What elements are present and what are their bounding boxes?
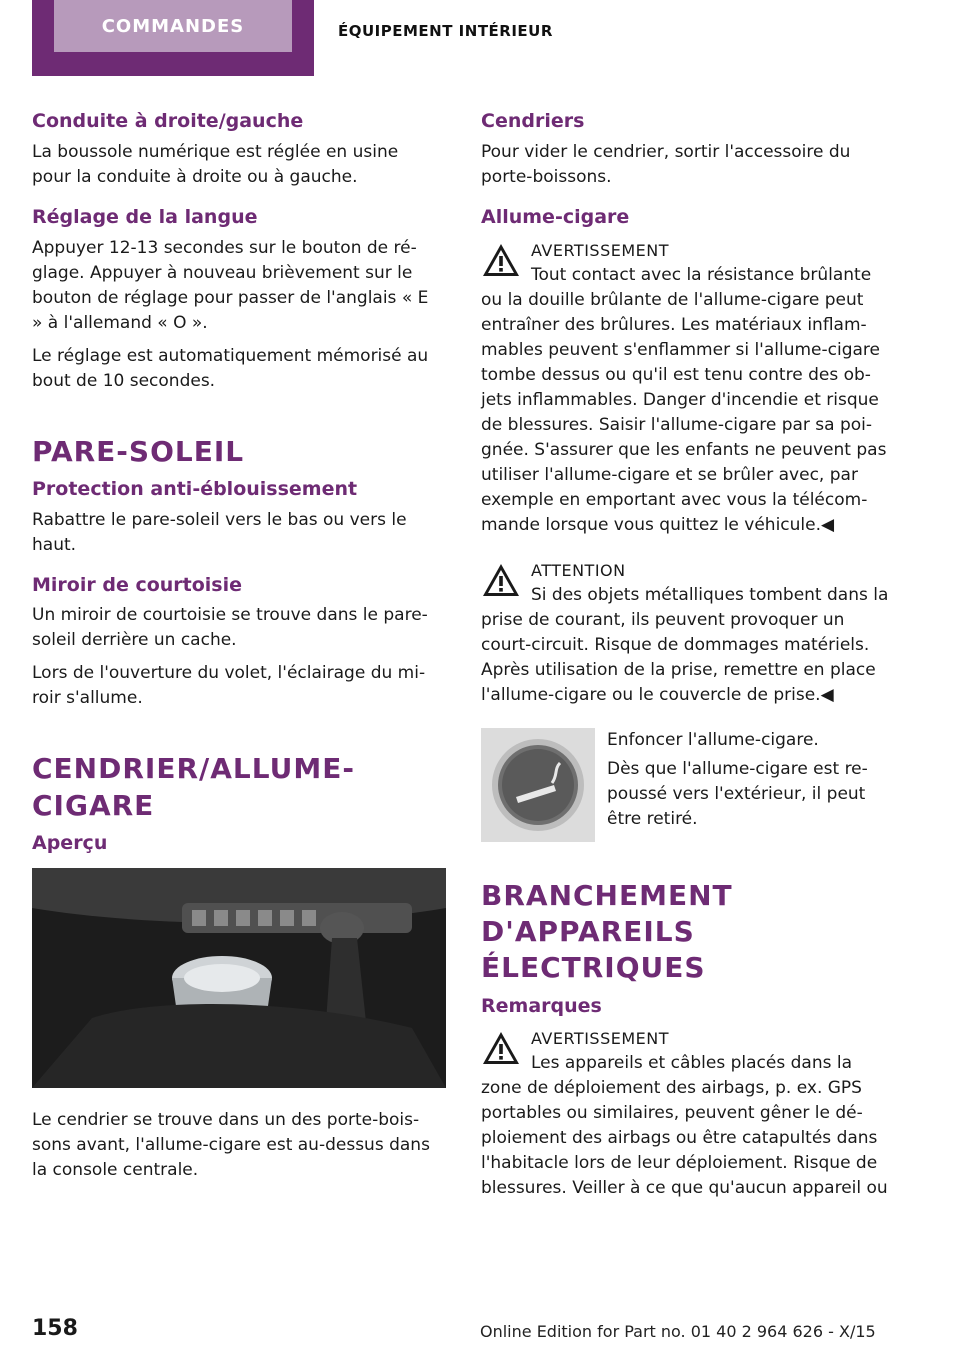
heading-ashtrays: Cendriers <box>481 110 585 132</box>
warning-triangle-icon <box>481 1030 521 1066</box>
page-number: 158 <box>32 1316 78 1341</box>
heading-electrical-devices: BRANCHEMENT D'APPAREILS ÉLECTRIQUES <box>481 878 733 985</box>
cigarette-lighter-icon <box>481 728 595 842</box>
heading-language: Réglage de la langue <box>32 205 258 228</box>
footer-edition: Online Edition for Part no. 01 40 2 964 626 - X/15 <box>480 1322 876 1341</box>
warning-triangle-icon <box>481 562 521 598</box>
warning-triangle-icon <box>481 242 521 278</box>
heading-ashtray-lighter: CENDRIER/ALLUME-CIGARE <box>32 752 355 822</box>
caution-title: ATTENTION <box>531 560 626 580</box>
lighter-text <box>607 728 891 842</box>
lighter-instruction <box>481 728 891 842</box>
section-tab-label: ÉQUIPEMENT INTÉRIEUR <box>338 22 553 40</box>
paragraph: Pour vider le cendrier, sortir l'accessoire du porte-boissons. <box>481 141 851 187</box>
paragraph: Rabattre le pare-soleil vers le bas ou vers le haut. <box>32 509 407 555</box>
warning-text: Tout contact avec la résistance brûlante ou la douille brûlante de l'allume-cigare peut entraîner des brûlures. Les matériaux inflam-mables peuvent s'enflammer si l'allume-cigare tombe dessus ou qu'il est tenu contre des ob-jets inflammables. Danger d'incendie et risque de blessures. Saisir l'allume-cigare par sa poi-gnée. S'assurer que les enfants ne peuvent pas utiliser l'allume-cigare et se brûler avec, par exemple en emportant avec vous la télécom-mande lorsque vous quittez le véhicule.◀ <box>481 264 887 535</box>
ashtray-photo-illustration <box>32 868 446 1088</box>
chapter-tab-label: COMMANDES <box>54 0 292 52</box>
paragraph: Le réglage est automatiquement mémorisé au bout de 10 secondes. <box>32 345 429 391</box>
heading-drive-side: Conduite à droite/gauche <box>32 110 304 132</box>
paragraph: Dès que l'allume-cigare est re-poussé vers l'extérieur, il peut être retiré. <box>607 758 868 829</box>
paragraph: Le cendrier se trouve dans un des porte-bois-sons avant, l'allume-cigare est au-dessus dans la console centrale. <box>32 1109 430 1180</box>
warning-title: AVERTISSEMENT <box>531 240 669 260</box>
heading-notes: Remarques <box>481 994 602 1017</box>
paragraph: Lors de l'ouverture du volet, l'éclairage du mi-roir s'allume. <box>32 663 426 709</box>
left-column <box>32 110 442 1191</box>
warning-text: Les appareils et câbles placés dans la zone de déploiement des airbags, p. ex. GPS portables ou similaires, peuvent gêner le dé-ploiement des airbags ou être catapultés dans l'habitacle lors de leur déploiement. Risque de blessures. Veiller à ce que qu'aucun appareil ou <box>481 1053 888 1199</box>
heading-anti-glare: Protection anti-éblouissement <box>32 477 358 500</box>
ashtray-photo <box>32 868 446 1088</box>
caution-text: Si des objets métalliques tombent dans la prise de courant, ils peuvent provoquer un court-circuit. Risque de dommages matériels. Après utilisation de la prise, remettre en place l'allume-cigare ou le couvercle de prise.◀ <box>481 584 889 705</box>
paragraph: Un miroir de courtoisie se trouve dans le pare-soleil derrière un cache. <box>32 605 428 651</box>
paragraph: Appuyer 12-13 secondes sur le bouton de ré-glage. Appuyer à nouveau brièvement sur le bouton de réglage pour passer de l'anglais « E » à l'allemand « O ». <box>32 237 429 333</box>
paragraph: La boussole numérique est réglée en usine pour la conduite à droite ou à gauche. <box>32 141 399 187</box>
paragraph: Enfoncer l'allume-cigare. <box>607 729 819 750</box>
warning-title: AVERTISSEMENT <box>531 1029 669 1049</box>
caution-block <box>481 558 891 708</box>
chapter-tab <box>32 0 314 76</box>
heading-vanity-mirror: Miroir de courtoisie <box>32 573 243 596</box>
heading-overview: Aperçu <box>32 832 108 855</box>
warning-block <box>481 238 891 538</box>
heading-sun-visor: PARE-SOLEIL <box>32 434 245 468</box>
right-column <box>481 110 891 1221</box>
heading-cigarette-lighter: Allume-cigare <box>481 205 630 228</box>
warning-block <box>481 1026 891 1201</box>
